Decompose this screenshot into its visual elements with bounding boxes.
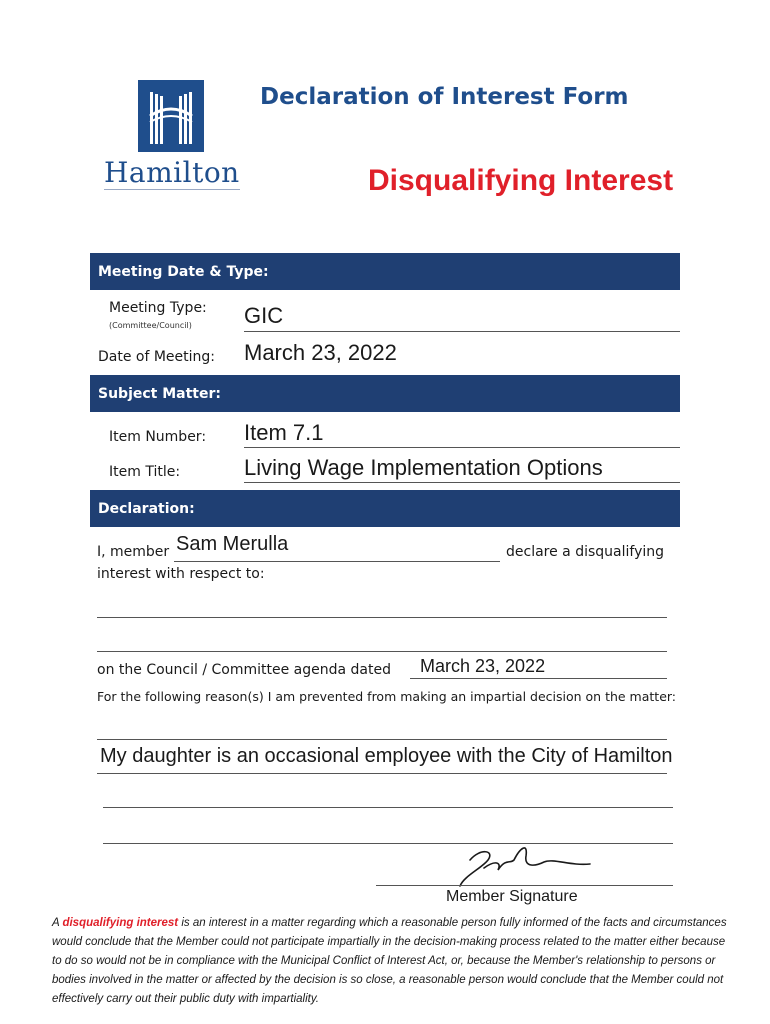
- member-signature-image: [440, 838, 600, 890]
- meeting-type-label: Meeting Type:: [109, 300, 207, 316]
- member-name-field[interactable]: Sam Merulla: [176, 533, 289, 555]
- section-bar-declaration: Declaration:: [90, 490, 680, 527]
- hamilton-logo-mark: [138, 80, 204, 152]
- meeting-date-field[interactable]: March 23, 2022: [244, 340, 397, 365]
- footer-term: disqualifying interest: [62, 917, 179, 929]
- logo-underline: [104, 189, 240, 190]
- item-number-field[interactable]: Item 7.1: [244, 420, 324, 445]
- item-title-label: Item Title:: [109, 464, 181, 480]
- member-suffix: declare a disqualifying: [506, 544, 665, 560]
- reason-line-2: [97, 773, 667, 774]
- signature-label: Member Signature: [446, 888, 578, 905]
- footer-definition: is an interest in a matter regarding which a reasonable person fully informed of the facts and circumstances would conclude that the Member could not participate impartially in the decision-making process related to the matter either because to do so would not be in compliance with the Municipal Conflict of Interest Act, or, because the Member's relationship to persons or bodies involved in the matter or affected by the decision is so close, a reasonable person would conclude that the Member could not effectively carry out their public duty with impartiality.: [52, 917, 727, 1005]
- item-title-underline: [244, 482, 680, 483]
- bridge-icon: [138, 80, 204, 152]
- section-bar-subject: Subject Matter:: [90, 375, 680, 412]
- interest-line: interest with respect to:: [97, 566, 265, 582]
- form-title: Declaration of Interest Form: [260, 84, 629, 110]
- meeting-type-field[interactable]: GIC: [244, 303, 284, 328]
- logo-wordmark: Hamilton: [104, 156, 240, 189]
- reason-field[interactable]: My daughter is an occasional employee with the City of Hamilton: [100, 745, 673, 767]
- agenda-text: on the Council / Committee agenda dated: [97, 662, 391, 678]
- item-title-field[interactable]: Living Wage Implementation Options: [244, 455, 603, 480]
- agenda-date-underline: [410, 678, 667, 679]
- member-name-underline: [174, 561, 500, 562]
- reason-line-1[interactable]: [97, 739, 667, 740]
- reason-line-3[interactable]: [103, 807, 673, 808]
- item-number-underline: [244, 447, 680, 448]
- interest-type-title: Disqualifying Interest: [368, 164, 674, 197]
- agenda-date-field[interactable]: March 23, 2022: [420, 656, 546, 676]
- signature-line[interactable]: [376, 885, 673, 886]
- meeting-type-sublabel: (Committee/Council): [109, 321, 192, 330]
- meeting-date-label: Date of Meeting:: [98, 349, 216, 365]
- blank-line-2[interactable]: [97, 651, 667, 652]
- section-bar-meeting: Meeting Date & Type:: [90, 253, 680, 290]
- member-prefix: I, member: [97, 544, 170, 560]
- footer-prefix: A: [52, 917, 60, 929]
- blank-line-1[interactable]: [97, 617, 667, 618]
- meeting-type-underline: [244, 331, 680, 332]
- item-number-label: Item Number:: [109, 429, 207, 445]
- disqualifying-interest-definition: [52, 914, 728, 1009]
- reasons-intro: For the following reason(s) I am prevented from making an impartial decision on the matter:: [97, 689, 677, 704]
